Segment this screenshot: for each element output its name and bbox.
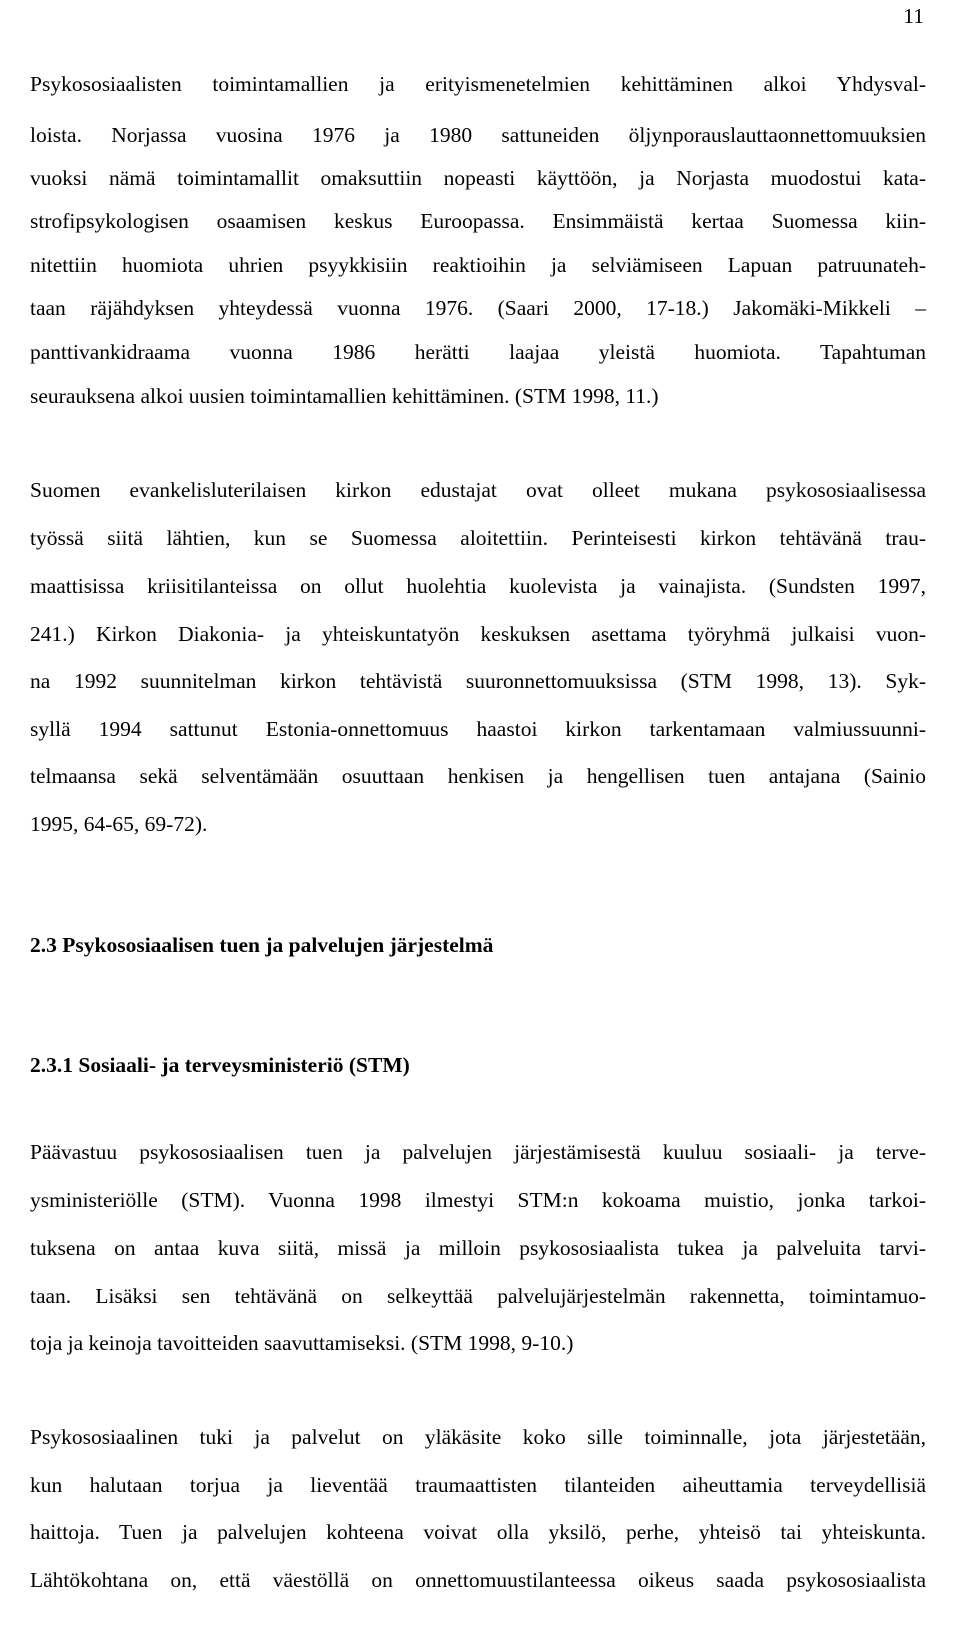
paragraph-line: taan räjähdyksen yhteydessä vuonna 1976. (Saari 2000, 17-18.) Jakomäki-Mikkeli –: [30, 296, 926, 320]
paragraph-line: vuoksi nämä toimintamallit omaksuttiin nopeasti käyttöön, ja Norjasta muodostui kata-: [30, 166, 926, 190]
paragraph-line: panttivankidraama vuonna 1986 herätti laajaa yleistä huomiota. Tapahtuman: [30, 340, 926, 364]
paragraph-line: Psykososiaalisten toimintamallien ja erityismenetelmien kehittäminen alkoi Yhdysval-: [30, 72, 926, 96]
paragraph-line: Lähtökohtana on, että väestöllä on onnettomuustilanteessa oikeus saada psykososiaalista: [30, 1568, 926, 1592]
paragraph-line: kun halutaan torjua ja lieventää traumaattisten tilanteiden aiheuttamia terveydellisiä: [30, 1473, 926, 1497]
paragraph-line: telmaansa sekä selventämään osuuttaan henkisen ja hengellisen tuen antajana (Sainio: [30, 764, 926, 788]
paragraph-line: 241.) Kirkon Diakonia- ja yhteiskuntatyön keskuksen asettama työryhmä julkaisi vuon-: [30, 622, 926, 646]
paragraph-line: 1995, 64-65, 69-72).: [30, 812, 208, 836]
paragraph-line: nitettiin huomiota uhrien psyykkisiin reaktioihin ja selviämiseen Lapuan patruunateh-: [30, 253, 926, 277]
section-heading-2-3: 2.3 Psykososiaalisen tuen ja palvelujen järjestelmä: [30, 933, 494, 957]
paragraph-line: seurauksena alkoi uusien toimintamallien kehittäminen. (STM 1998, 11.): [30, 384, 659, 408]
paragraph-line: strofipsykologisen osaamisen keskus Euroopassa. Ensimmäistä kertaa Suomessa kiin-: [30, 209, 926, 233]
paragraph-line: työssä siitä lähtien, kun se Suomessa aloitettiin. Perinteisesti kirkon tehtävänä trau-: [30, 526, 926, 550]
paragraph-line: tuksena on antaa kuva siitä, missä ja milloin psykososiaalista tukea ja palveluita tarvi-: [30, 1236, 926, 1260]
paragraph-line: haittoja. Tuen ja palvelujen kohteena voivat olla yksilö, perhe, yhteisö tai yhteiskunta.: [30, 1520, 926, 1544]
paragraph-line: Psykososiaalinen tuki ja palvelut on yläkäsite koko sille toiminnalle, jota järjestetään,: [30, 1425, 926, 1449]
paragraph-line: syllä 1994 sattunut Estonia-onnettomuus haastoi kirkon tarkentamaan valmiussuunni-: [30, 717, 926, 741]
page-number: 11: [903, 4, 924, 28]
paragraph-line: Suomen evankelisluterilaisen kirkon edustajat ovat olleet mukana psykososiaalisessa: [30, 478, 926, 502]
paragraph-line: na 1992 suunnitelman kirkon tehtävistä suuronnettomuuksissa (STM 1998, 13). Syk-: [30, 669, 926, 693]
paragraph-line: loista. Norjassa vuosina 1976 ja 1980 sattuneiden öljynporauslauttaonnettomuuksien: [30, 123, 926, 147]
paragraph-line: ysministeriölle (STM). Vuonna 1998 ilmestyi STM:n kokoama muistio, jonka tarkoi-: [30, 1188, 926, 1212]
paragraph-line: toja ja keinoja tavoitteiden saavuttamiseksi. (STM 1998, 9-10.): [30, 1331, 574, 1355]
paragraph-line: taan. Lisäksi sen tehtävänä on selkeyttää palvelujärjestelmän rakennetta, toimintamuo-: [30, 1284, 926, 1308]
paragraph-line: Päävastuu psykososiaalisen tuen ja palvelujen järjestämisestä kuuluu sosiaali- ja terve-: [30, 1140, 926, 1164]
paragraph-line: maattisissa kriisitilanteissa on ollut huolehtia kuolevista ja vainajista. (Sundsten 1997,: [30, 574, 926, 598]
section-heading-2-3-1: 2.3.1 Sosiaali- ja terveysministeriö (STM): [30, 1053, 410, 1077]
